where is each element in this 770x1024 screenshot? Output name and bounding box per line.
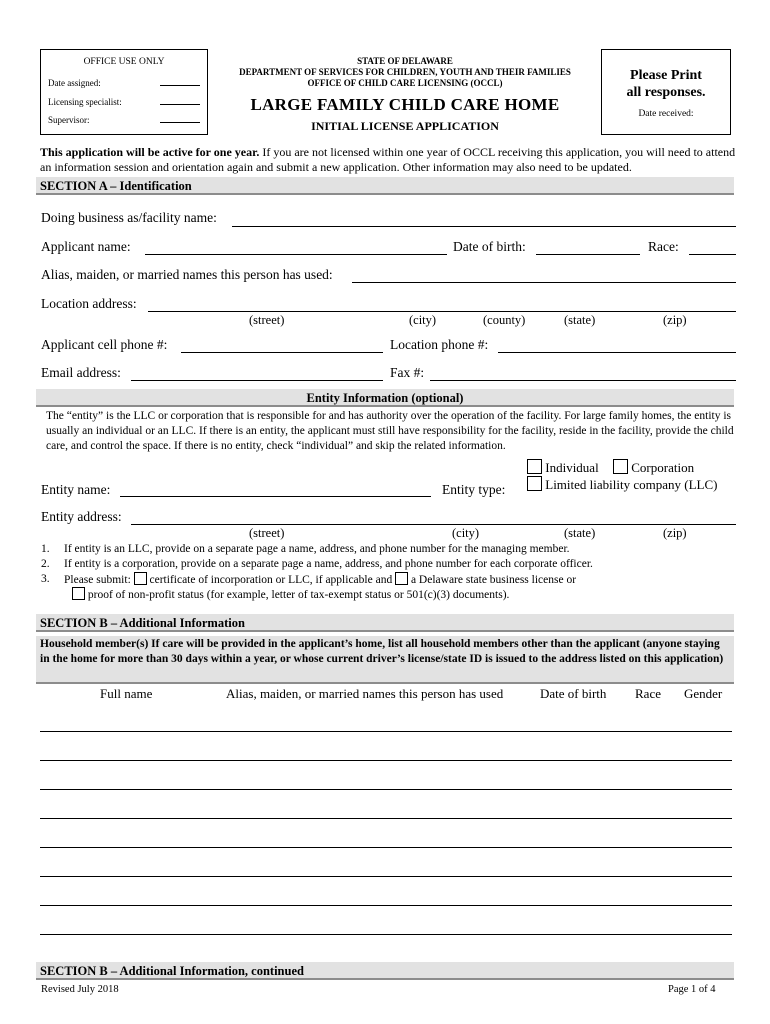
form-title: LARGE FAMILY CHILD CARE HOME <box>250 95 560 114</box>
entity-item-3 <box>64 572 576 588</box>
page-number: Page 1 of 4 <box>668 984 716 995</box>
licensing-specialist-row <box>48 97 200 107</box>
entity-city-caption: (city) <box>452 526 480 540</box>
household-row-1[interactable] <box>40 731 732 732</box>
county-caption: (county) <box>483 313 526 327</box>
household-row-8[interactable] <box>40 934 732 935</box>
corporation-checkbox[interactable] <box>613 459 628 474</box>
facility-name-field[interactable] <box>232 226 736 227</box>
location-phone-field[interactable] <box>498 352 736 353</box>
location-address-label: Location address: <box>41 296 137 311</box>
individual-option[interactable] <box>527 459 599 476</box>
office-label: OFFICE OF CHILD CARE LICENSING (OCCL) <box>307 78 503 88</box>
household-row-6[interactable] <box>40 876 732 877</box>
email-field[interactable] <box>131 380 383 381</box>
please-print-line1: Please Print <box>630 68 702 83</box>
licensing-specialist-label: Licensing specialist: <box>48 97 122 107</box>
household-instructions: Household member(s) If care will be provided in the applicant’s home, list all household members other than the applicant (anyone staying in the home for more than 30 days within a year, or whose current driver’s license/state ID is issued to the address listed on this application) <box>36 636 734 684</box>
item3-nonprofit-label: proof of non-profit status (for example, letter of tax-exempt status or 501(c)(3) documents). <box>87 589 510 601</box>
facility-name-label: Doing business as/facility name: <box>41 210 217 225</box>
entity-item-3-num: 3. <box>41 573 50 585</box>
entity-item-2-num: 2. <box>41 558 50 570</box>
dob-label: Date of birth: <box>453 239 526 254</box>
alias-label: Alias, maiden, or married names this person has used: <box>41 267 333 282</box>
please-print-line2: all responses. <box>626 85 706 100</box>
llc-checkbox[interactable] <box>527 476 542 491</box>
intro-bold: This application will be active for one year. <box>40 145 260 159</box>
dob-field[interactable] <box>536 254 640 255</box>
col-gender: Gender <box>684 686 723 701</box>
supervisor-row <box>48 115 200 125</box>
entity-address-label: Entity address: <box>41 509 122 524</box>
col-race: Race <box>635 686 661 701</box>
section-b-continued-header: SECTION B – Additional Information, continued <box>36 962 734 980</box>
entity-info-header: Entity Information (optional) <box>36 389 734 407</box>
department-label: DEPARTMENT OF SERVICES FOR CHILDREN, YOUTH AND THEIR FAMILIES <box>239 67 571 77</box>
form-subtitle: INITIAL LICENSE APPLICATION <box>311 119 499 133</box>
location-phone-label: Location phone #: <box>390 337 489 352</box>
section-a-header: SECTION A – Identification <box>36 177 734 195</box>
zip-caption: (zip) <box>663 313 687 327</box>
state-label: STATE OF DELAWARE <box>357 56 453 66</box>
supervisor-field[interactable] <box>160 122 200 123</box>
race-field[interactable] <box>689 254 736 255</box>
office-use-title: OFFICE USE ONLY <box>83 57 165 67</box>
form-header <box>210 56 600 134</box>
location-address-field[interactable] <box>148 311 736 312</box>
office-use-box <box>40 49 208 135</box>
supervisor-label: Supervisor: <box>48 115 90 125</box>
household-row-7[interactable] <box>40 905 732 906</box>
fax-label: Fax #: <box>390 365 425 380</box>
certificate-checkbox[interactable] <box>134 572 147 585</box>
email-label: Email address: <box>41 365 121 380</box>
alias-field[interactable] <box>352 282 736 283</box>
item3-license-label: a Delaware state business license or <box>410 574 577 586</box>
date-assigned-field[interactable] <box>160 85 200 86</box>
nonprofit-checkbox[interactable] <box>72 587 85 600</box>
entity-address-field[interactable] <box>131 524 736 525</box>
entity-item-1-num: 1. <box>41 543 50 555</box>
street-caption: (street) <box>249 313 285 327</box>
intro-paragraph <box>40 145 740 175</box>
entity-name-field[interactable] <box>120 496 431 497</box>
business-license-checkbox[interactable] <box>395 572 408 585</box>
please-print-box <box>601 49 731 135</box>
individual-label: Individual <box>545 460 599 475</box>
household-row-3[interactable] <box>40 789 732 790</box>
cell-phone-field[interactable] <box>181 352 383 353</box>
state-caption: (state) <box>564 313 596 327</box>
intro-text: If you are not licensed within one year of OCCL receiving this application, you will need to attend an information session and orientation again and submit a new application. Other information may also need to be updated. <box>40 145 736 174</box>
col-full-name: Full name <box>100 686 153 701</box>
city-caption: (city) <box>409 313 437 327</box>
entity-zip-caption: (zip) <box>663 526 687 540</box>
llc-option[interactable] <box>527 476 717 493</box>
date-assigned-label: Date assigned: <box>48 78 101 88</box>
col-alias: Alias, maiden, or married names this person has used <box>226 686 504 701</box>
entity-item-2: If entity is a corporation, provide on a separate page a name, address, and phone number for each corporate officer. <box>64 558 593 570</box>
individual-checkbox[interactable] <box>527 459 542 474</box>
entity-state-caption: (state) <box>564 526 596 540</box>
corporation-label: Corporation <box>631 460 695 475</box>
fax-field[interactable] <box>430 380 736 381</box>
llc-label: Limited liability company (LLC) <box>545 477 718 492</box>
applicant-name-field[interactable] <box>145 254 447 255</box>
household-row-4[interactable] <box>40 818 732 819</box>
entity-street-caption: (street) <box>249 526 285 540</box>
corporation-option[interactable] <box>613 459 694 476</box>
licensing-specialist-field[interactable] <box>160 104 200 105</box>
entity-type-label: Entity type: <box>442 482 506 497</box>
date-received-label: Date received: <box>638 109 694 119</box>
section-b-header: SECTION B – Additional Information <box>36 614 734 632</box>
date-assigned-row <box>48 78 200 88</box>
entity-item-1: If entity is an LLC, provide on a separate page a name, address, and phone number for the managing member. <box>64 543 570 555</box>
race-label: Race: <box>648 239 679 254</box>
household-row-2[interactable] <box>40 760 732 761</box>
item3-certificate-label: certificate of incorporation or LLC, if applicable and <box>149 574 393 586</box>
entity-item-3-cont <box>72 587 509 603</box>
entity-name-label: Entity name: <box>41 482 111 497</box>
col-dob: Date of birth <box>540 686 607 701</box>
entity-description: The “entity” is the LLC or corporation that is responsible for and has authority over the operation of the facility. For large family homes, the entity is usually an individual or an LLC. If there is an entity, the applicant must still have responsibility for the facility, reside in the facility, provide the child care, and control the space. If there is no entity, check “individual” and skip the related information. <box>46 410 734 452</box>
applicant-name-label: Applicant name: <box>41 239 131 254</box>
household-row-5[interactable] <box>40 847 732 848</box>
item3-please-submit: Please submit: <box>64 574 131 586</box>
cell-phone-label: Applicant cell phone #: <box>41 337 168 352</box>
revised-date: Revised July 2018 <box>41 984 119 995</box>
